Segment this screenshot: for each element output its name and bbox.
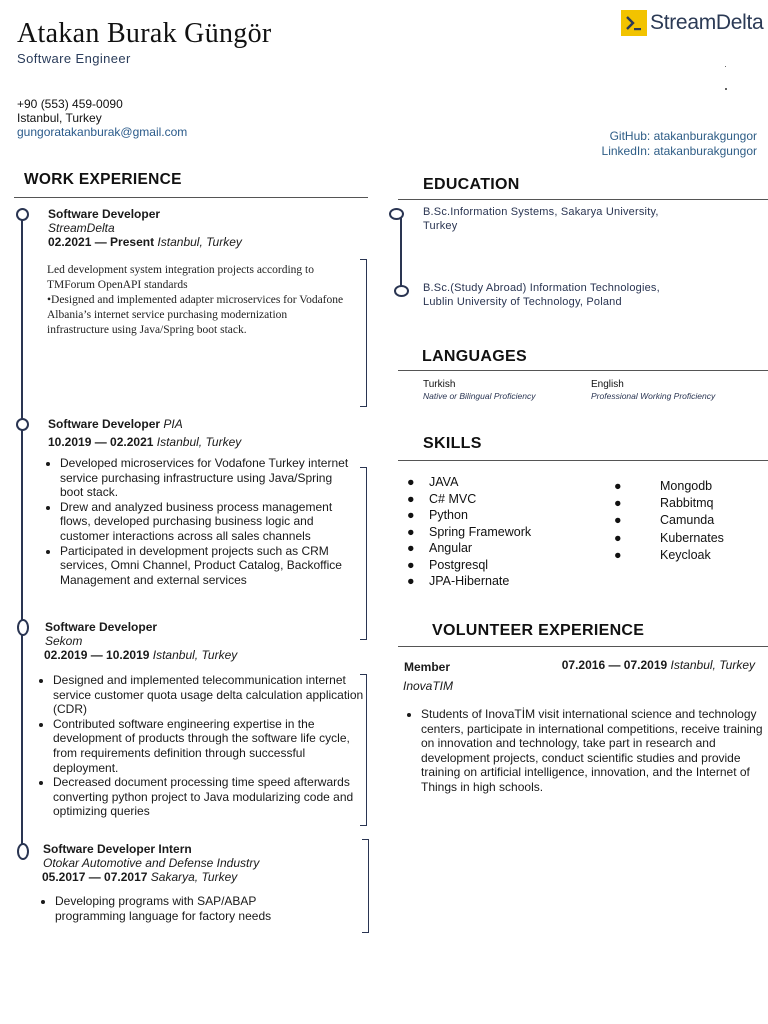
job-description: [47, 263, 345, 338]
contact-block: [17, 97, 187, 139]
list-item: ● Spring Framework: [407, 524, 532, 539]
job-title: Software Developer PIA: [48, 417, 183, 431]
volunteer-location: Istanbul, Turkey: [670, 658, 755, 672]
job-dates: 02.2021 — Present Istanbul, Turkey: [48, 235, 242, 249]
list-item: ● JAVA: [407, 475, 459, 489]
work-experience-heading: WORK EXPERIENCE: [24, 171, 182, 188]
candidate-title: Software Engineer: [17, 51, 131, 66]
job-location: Sakarya, Turkey: [150, 870, 238, 884]
job-bracket: [360, 467, 367, 640]
list-item: ● Rabbitmq: [614, 496, 714, 511]
volunteer-organization: InovaTIM: [403, 679, 454, 693]
volunteer-bullets: [407, 707, 766, 795]
language-item: [423, 379, 535, 401]
job-location: Istanbul, Turkey: [156, 435, 242, 449]
education-heading: EDUCATION: [423, 176, 520, 193]
timeline-node: [394, 285, 409, 297]
location: Istanbul, Turkey: [17, 111, 102, 125]
education-divider: [398, 199, 768, 200]
job-dates: 10.2019 — 02.2021 Istanbul, Turkey: [48, 435, 242, 449]
linkedin-link[interactable]: LinkedIn: atakanburakgungor: [601, 144, 757, 158]
timeline-node: [389, 208, 404, 220]
timeline-node: [16, 208, 29, 221]
list-item: ● Postgresql: [407, 557, 489, 572]
job-bracket: [362, 839, 369, 933]
job-company: PIA: [163, 417, 183, 431]
decorative-dot: [725, 88, 727, 90]
list-item: • Participated in development projects such as CRM services, Omni Channel, Product Catalog, Backoffice Management and external services: [60, 544, 356, 588]
timeline-node: [17, 619, 29, 636]
education-timeline-line: [400, 217, 402, 287]
job-location: Istanbul, Turkey: [157, 235, 242, 249]
list-item: • Contributed software engineering expertise in the development of products through the software life cycle, from requirements definition through successful deployment.: [53, 717, 371, 775]
list-item: ● Camunda: [614, 513, 715, 528]
job-entry: [45, 620, 345, 662]
education-item: B.Sc.Information Systems, Sakarya University, Turkey: [423, 206, 659, 232]
skills-column-2: [614, 478, 724, 564]
company-logo: [621, 10, 763, 36]
email-link[interactable]: gungoratakanburak@gmail.com: [17, 125, 188, 139]
list-item: ● JPA-Hibernate: [407, 574, 510, 588]
job-company: Otokar Automotive and Defense Industry: [43, 856, 260, 870]
list-item: ● C# MVC: [407, 491, 477, 506]
timeline-node: [16, 418, 29, 431]
language-name: English: [591, 379, 624, 390]
job-bullets: [46, 456, 356, 587]
languages-divider: [398, 370, 768, 371]
volunteer-role: Member: [404, 660, 451, 674]
list-item: ● Keycloak: [614, 547, 711, 562]
job-company: StreamDelta: [48, 221, 115, 235]
language-level: Professional Working Proficiency: [591, 391, 716, 401]
job-bullets: [41, 894, 305, 923]
timeline-node: [17, 843, 29, 860]
logo-text: StreamDelta: [650, 11, 764, 34]
phone-number: +90 (553) 459-0090: [17, 97, 123, 111]
job-entry: [48, 207, 348, 249]
list-item: ● Angular: [407, 541, 473, 555]
list-item: ● Mongodb: [614, 479, 713, 493]
skills-divider: [398, 460, 768, 461]
list-item: • Developed microservices for Vodafone Turkey internet service purchasing infrastructure using Java/Spring boot stack.: [60, 456, 356, 500]
job-entry: [43, 842, 363, 884]
list-item: • Students of InovaTİM visit international science and technology centers, participate in international competitions, receive training on innovation and technology, take part in research and development projects, conduct scientific studies and provide training on artificial intelligence, innovation, and the Internet of Things in high schools.: [421, 707, 766, 795]
decorative-dot: [725, 66, 726, 67]
volunteer-dates: 07.2016 — 07.2019 Istanbul, Turkey: [561, 658, 755, 672]
github-link[interactable]: GitHub: atakanburakgungor: [609, 129, 757, 143]
job-title: Software Developer: [45, 620, 158, 634]
work-divider: [14, 197, 368, 198]
job-dates: 02.2019 — 10.2019 Istanbul, Turkey: [44, 648, 238, 662]
volunteer-heading: VOLUNTEER EXPERIENCE: [432, 622, 645, 639]
language-item: [591, 379, 715, 401]
list-item: • Designed and implemented telecommunication internet service customer quota usage delta calculation application (CDR): [53, 673, 371, 717]
list-item: • Developing programs with SAP/ABAP programming language for factory needs: [55, 894, 305, 923]
list-item: ● Kubernates: [614, 530, 724, 545]
job-bullets: [39, 673, 371, 819]
volunteer-divider: [398, 646, 768, 647]
job-description-line: Led development system integration projects according to TMForum OpenAPI standards: [47, 264, 314, 291]
work-timeline-line: [21, 214, 23, 844]
candidate-name: Atakan Burak Güngör: [17, 18, 272, 49]
profile-links: [602, 129, 757, 159]
job-bracket: [360, 259, 367, 407]
job-location: Istanbul, Turkey: [152, 648, 238, 662]
job-entry: [48, 417, 348, 449]
education-item: B.Sc.(Study Abroad) Information Technologies, Lublin University of Technology, Poland: [423, 282, 660, 308]
skills-heading: SKILLS: [423, 435, 482, 452]
language-level: Native or Bilingual Proficiency: [423, 391, 536, 401]
job-dates: 05.2017 — 07.2017 Sakarya, Turkey: [42, 870, 238, 884]
job-title: Software Developer: [48, 207, 161, 221]
list-item: • Decreased document processing time speed afterwards converting python project to Java modularizing code and optimizing queries: [53, 775, 371, 819]
skills-column-1: [407, 474, 531, 590]
job-company: Sekom: [45, 634, 83, 648]
languages-heading: LANGUAGES: [422, 348, 527, 365]
list-item: • Drew and analyzed business process management flows, developed purchasing business logic and customer interactions across all sales channels: [60, 500, 356, 544]
list-item: ● Python: [407, 508, 468, 522]
job-description-line: •Designed and implemented adapter microservices for Vodafone Albania’s internet service purchasing modernization infrastructure using Java/Spring boot stack.: [47, 294, 344, 336]
language-name: Turkish: [423, 379, 456, 390]
job-title: Software Developer Intern: [43, 842, 192, 856]
terminal-prompt-icon: [621, 10, 647, 36]
